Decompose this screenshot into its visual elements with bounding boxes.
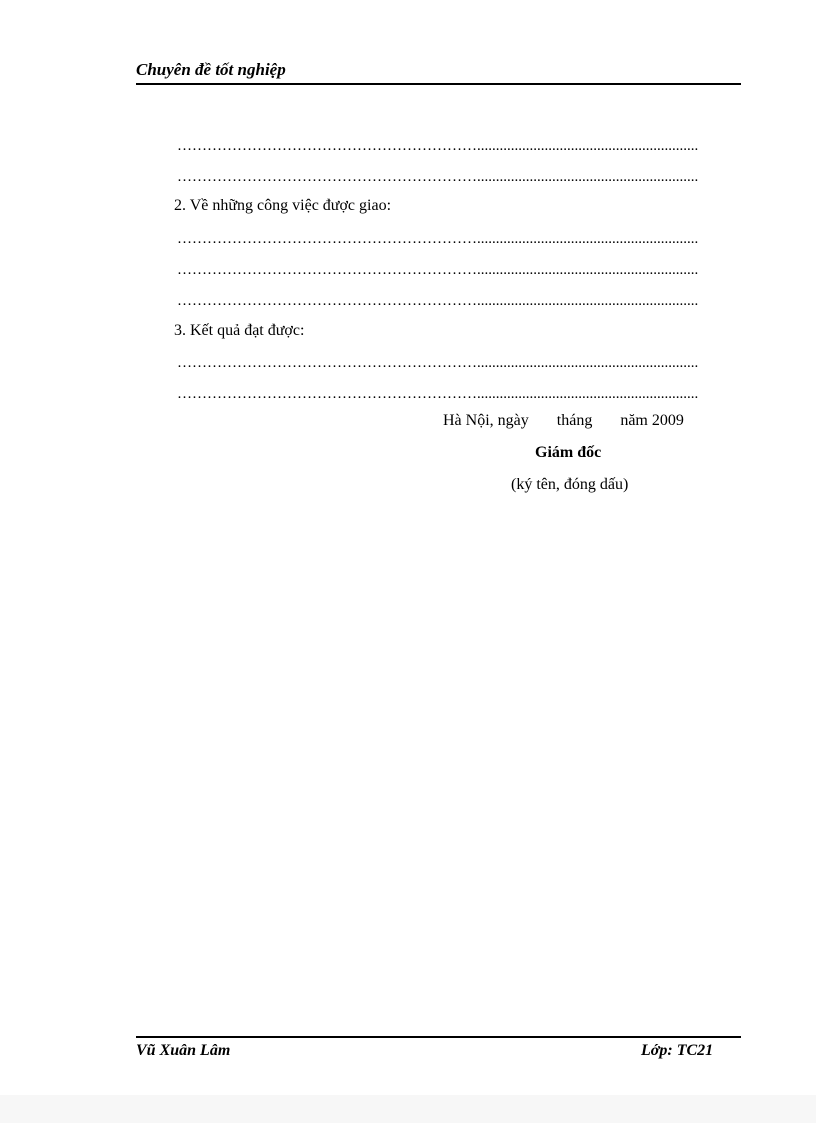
- signer-note: (ký tên, đóng dấu): [511, 476, 629, 493]
- dotted-fill-line: ……………………………………………………...........................................................: [177, 293, 699, 309]
- dotted-fill-line: ……………………………………………………...........................................................: [177, 231, 699, 247]
- footer-author: Vũ Xuân Lâm: [136, 1042, 231, 1059]
- dotted-fill-line: ……………………………………………………...........................................................: [177, 355, 699, 371]
- footer-class: Lớp: TC21: [641, 1042, 714, 1059]
- date-month: tháng: [556, 412, 593, 429]
- header-rule: [136, 83, 741, 85]
- date-place: Hà Nội, ngày: [443, 412, 529, 429]
- signer-title: Giám đốc: [535, 444, 602, 461]
- section-heading-results: 3. Kết quả đạt được:: [174, 322, 305, 339]
- section-heading-assigned-work: 2. Về những công việc được giao:: [174, 197, 392, 214]
- dotted-fill-line: ……………………………………………………...........................................................: [177, 386, 699, 402]
- footer-rule: [136, 1036, 741, 1038]
- dotted-fill-line: ……………………………………………………...........................................................: [177, 262, 699, 278]
- signature-date-line: [443, 412, 684, 430]
- dotted-fill-line: ……………………………………………………...........................................................: [177, 169, 699, 185]
- page-bottom-margin: [0, 1095, 816, 1123]
- date-year: năm 2009: [620, 412, 684, 429]
- header-title: Chuyên đề tốt nghiệp: [136, 60, 286, 79]
- dotted-fill-line: ……………………………………………………...........................................................: [177, 138, 699, 154]
